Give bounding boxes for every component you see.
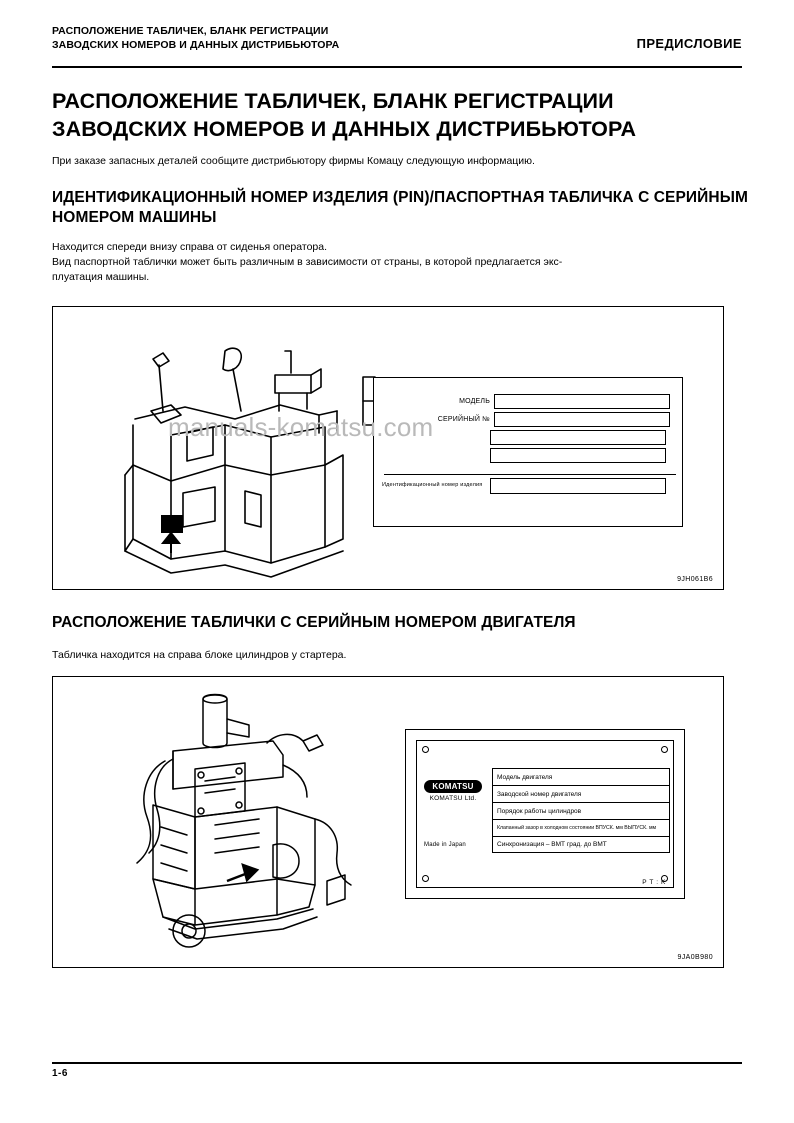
komatsu-brand-text: KOMATSU (424, 780, 482, 793)
engine-plate-description: Табличка находится на справа блоке цилиндров у стартера. (52, 649, 347, 661)
watermark-text: manuals-komatsu.com (168, 412, 434, 442)
nameplate-pin-label: Идентификационный номер изделия (382, 482, 483, 488)
engine-plate-row-4: Синхронизация – ВМТ град. до ВМТ (492, 836, 670, 853)
engine-plate-pointer-arrow-icon (227, 865, 257, 881)
engine-plate-row-0: Модель двигателя (492, 768, 670, 785)
machine-nameplate (373, 377, 683, 527)
page-title: РАСПОЛОЖЕНИЕ ТАБЛИЧЕК, БЛАНК РЕГИСТРАЦИИ ЗАВОДСКИХ НОМЕРОВ И ДАННЫХ ДИСТРИБЬЮТОРА (52, 89, 637, 141)
header-section-label: ПРЕДИСЛОВИЕ (636, 36, 742, 51)
plate-corner-hole-tr (661, 746, 668, 753)
page-number: 1-6 (52, 1068, 68, 1079)
pointer-arrow-icon (163, 533, 179, 553)
page-header (52, 24, 742, 52)
figure-2-code: 9JA0B980 (677, 954, 713, 961)
header-title-line1: РАСПОЛОЖЕНИЕ ТАБЛИЧЕК, БЛАНК РЕГИСТРАЦИИ (52, 25, 329, 37)
engine-plate-row-2: Порядок работы цилиндров (492, 802, 670, 819)
pin-description-line1: Находится спереди внизу справа от сиденья оператора. (52, 241, 327, 253)
nameplate-location-marker (161, 515, 183, 533)
header-title-line2: ЗАВОДСКИХ НОМЕРОВ И ДАННЫХ ДИСТРИБЬЮТОРА (52, 39, 340, 52)
engine-plate-row-3: Клапанный зазор в холодном состоянии ВПУСК. мм ВЫПУСК. мм (492, 819, 670, 836)
figure-operator-compartment (52, 306, 724, 590)
figure-engine (52, 676, 724, 968)
header-divider (52, 66, 742, 68)
figure-1-code: 9JH061B6 (677, 576, 713, 583)
engine-illustration (77, 685, 407, 961)
nameplate-model-field (494, 394, 670, 409)
nameplate-blank-field-1 (490, 430, 666, 445)
made-in-label: Made in Japan (424, 842, 466, 848)
engine-plate-ptk-code: P T : K (642, 879, 666, 886)
footer-divider (52, 1062, 742, 1064)
operator-compartment-illustration (75, 315, 395, 583)
engine-nameplate (405, 729, 685, 899)
nameplate-model-label: МОДЕЛЬ (459, 398, 490, 405)
nameplate-pin-field (490, 478, 666, 494)
nameplate-blank-field-2 (490, 448, 666, 463)
nameplate-serial-label: СЕРИЙНЫЙ № (437, 416, 490, 423)
plate-corner-hole-tl (422, 746, 429, 753)
komatsu-logo (424, 780, 482, 802)
header-title-left (52, 24, 339, 52)
intro-paragraph: При заказе запасных деталей сообщите дистрибьютору фирмы Комацу следующую информацию. (52, 155, 535, 167)
pin-description-line3: плуатация машины. (52, 271, 150, 284)
plate-corner-hole-bl (422, 875, 429, 882)
nameplate-serial-field (494, 412, 670, 427)
nameplate-divider (384, 474, 676, 475)
section-title-engine: РАСПОЛОЖЕНИЕ ТАБЛИЧКИ С СЕРИЙНЫМ НОМЕРОМ ДВИГАТЕЛЯ (52, 614, 576, 631)
pin-description-line2: Вид паспортной таблички может быть различным в зависимости от страны, в которой предлагается экс- (52, 256, 563, 269)
engine-plate-row-1: Заводской номер двигателя (492, 785, 670, 802)
komatsu-brand-sub: KOMATSU Ltd. (429, 795, 477, 802)
pin-description (52, 240, 752, 286)
section-title-pin: ИДЕНТИФИКАЦИОННЫЙ НОМЕР ИЗДЕЛИЯ (PIN)/ПАСПОРТНАЯ ТАБЛИЧКА С СЕРИЙНЫМ НОМЕРОМ МАШИНЫ (52, 189, 748, 227)
